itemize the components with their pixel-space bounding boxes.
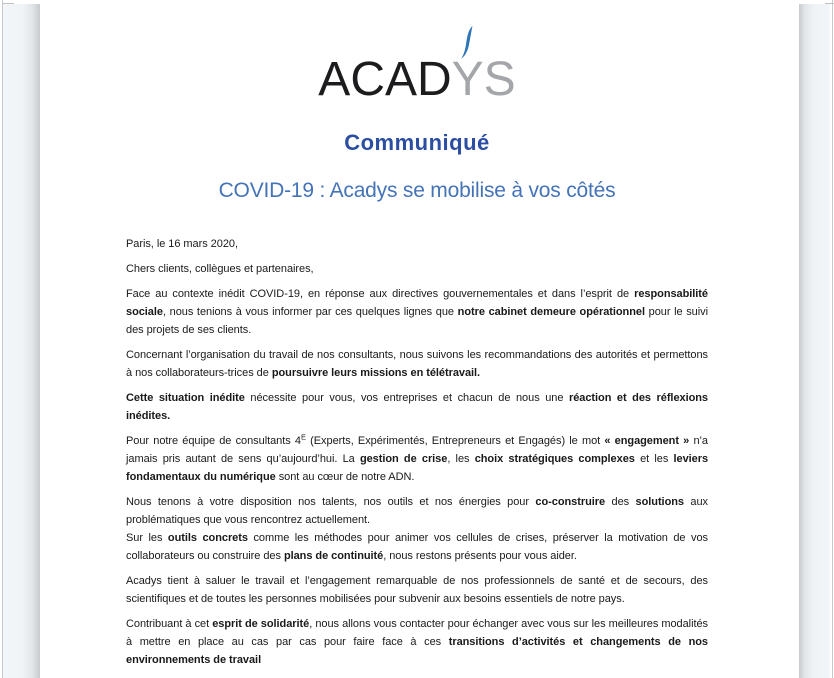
page-edge-line-right	[832, 0, 833, 678]
paragraph: Face au contexte inédit COVID-19, en réponse aux directives gouvernementales et dans l’esprit de responsabilité sociale, nous tenions à vous informer par ces quelques lignes que notre cabinet demeure opérationnel pour le suivi des projets de ses clients.	[126, 288, 708, 336]
logo-text-acad: ACAD	[318, 53, 452, 106]
logo-letter-y-wrap	[451, 53, 484, 106]
acadys-logo	[126, 53, 708, 106]
page-edge-notch-right	[825, 3, 834, 4]
communique-label: Communiqué	[344, 130, 490, 155]
paragraph: Nous tenons à votre disposition nos talents, nos outils et nos énergies pour co-construire des solutions aux problématiques que vous rencontrez actuellement. Sur les outils concrets comme les méthodes pour animer vos cellules de crises, préserver la motivation de vos collaborateurs ou construire des plans de continuité, nous restons présents pour vous aider.	[126, 496, 709, 562]
letter-body	[126, 235, 708, 669]
paragraph: Acadys tient à saluer le travail et l’engagement remarquable de nos professionnels de santé et de secours, des scientifiques et de toutes les personnes mobilisées pour subvenir aux besoins essentiels de notre pays.	[126, 575, 708, 605]
page-edge-left	[3, 4, 40, 678]
greeting-line: Chers clients, collègues et partenaires,	[126, 263, 314, 275]
paragraph: Cette situation inédite nécessite pour vous, vos entreprises et chacun de nous une réaction et des réflexions inédites.	[126, 392, 708, 422]
letter-content	[126, 53, 709, 669]
logo-text-y: Y	[451, 53, 484, 106]
date-line: Paris, le 16 mars 2020,	[126, 238, 238, 250]
paragraph: Concernant l’organisation du travail de nos consultants, nous suivons les recommandations des autorités et permettons à nos collaborateurs-trices de poursuivre leurs missions en télétravail.	[126, 349, 708, 379]
paragraph: Contribuant à cet esprit de solidarité, nous allons vous contacter pour échanger avec vous sur les meilleures modalités à mettre en place au cas par cas pour faire face à ces transitions d’activités et changements de nos environnements de travail	[126, 618, 708, 666]
page-edge-notch-left	[3, 3, 14, 4]
logo-text-s: S	[483, 53, 516, 106]
paragraph: Pour notre équipe de consultants $4^E$ (Experts, Expérimentés, Entrepreneurs et Engagés) le mot « engagement » n’a jamais pris autant de sens qu’aujourd’hui. La gestion de crise, les choix stratégiques complexes et les leviers fondamentaux du numérique sont au cœur de notre ADN.	[126, 432, 709, 483]
page-edge-right	[799, 4, 830, 678]
body-paragraphs	[126, 285, 708, 669]
logo-accent-icon	[460, 26, 473, 59]
page-title: COVID-19 : Acadys se mobilise à vos côtés	[218, 179, 616, 202]
